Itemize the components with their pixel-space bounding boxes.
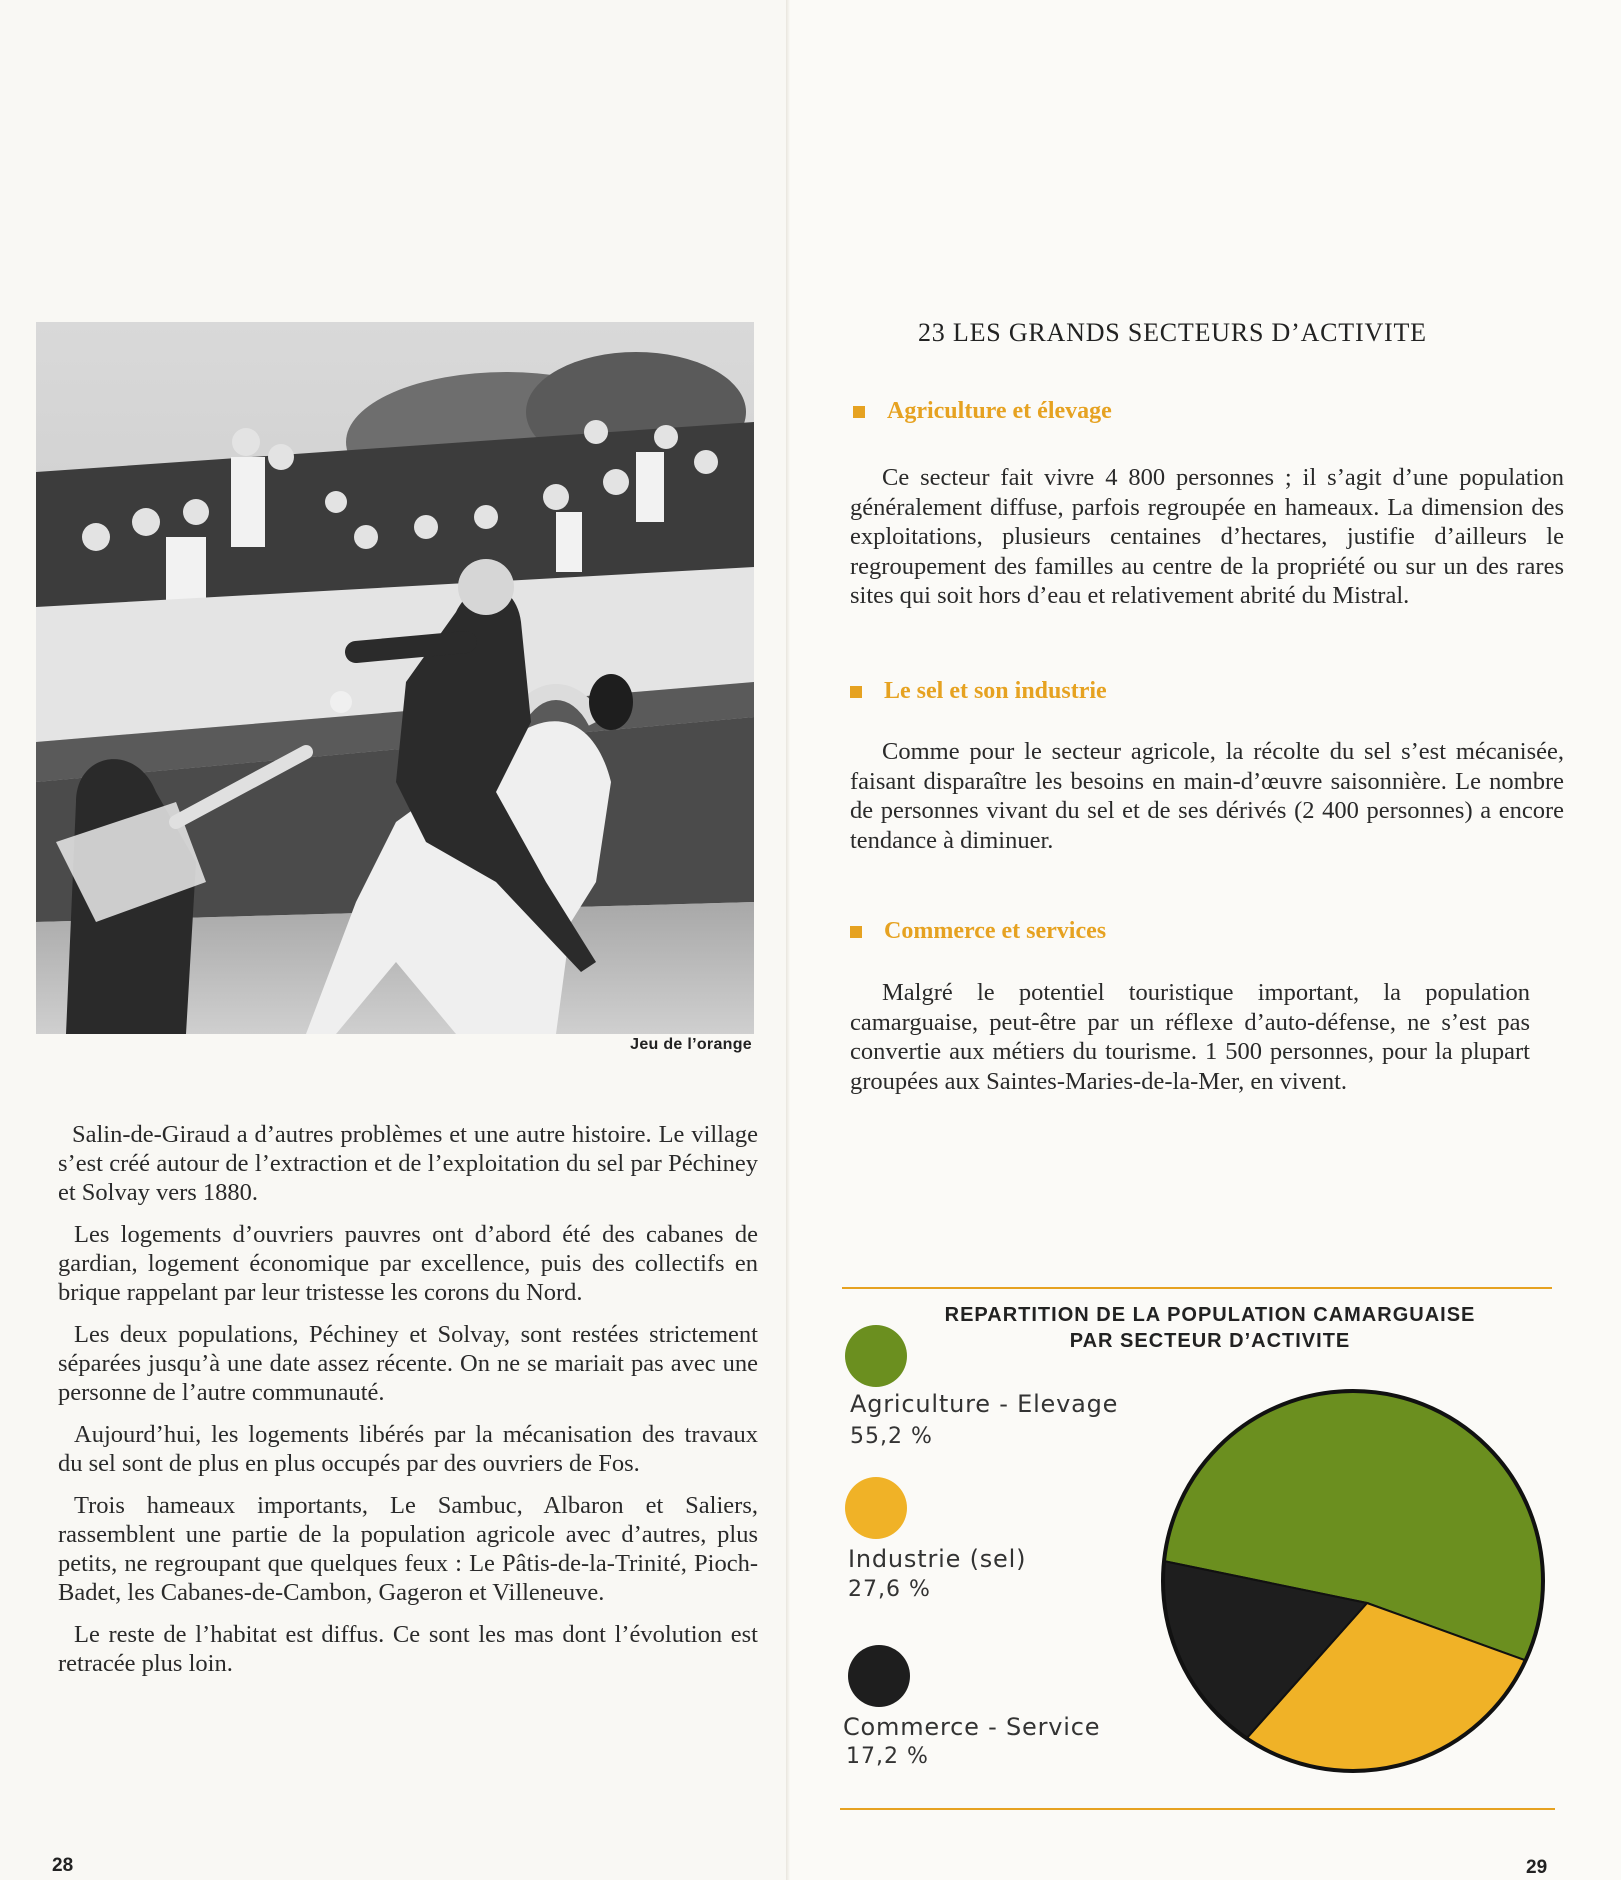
pie-chart (1157, 1385, 1549, 1777)
heading-sel (850, 678, 1107, 705)
page-number-right: 29 (1526, 1857, 1548, 1878)
section-title: 23 LES GRANDS SECTEURS D’ACTIVITE (918, 318, 1427, 347)
paragraph: Comme pour le secteur agricole, la récolte du sel s’est mécanisée, faisant disparaître les besoins en main-d’œuvre saisonnière. Le nombre de personnes vivant du sel et de ses dérivés (2 400 personnes) a encore tendance à diminuer. (850, 738, 1564, 854)
heading-agriculture (853, 398, 1112, 425)
legend-swatch-industrie (845, 1477, 907, 1539)
left-page (0, 0, 790, 1880)
heading-label: Commerce et services (884, 918, 1107, 944)
paragraph: Les logements d’ouvriers pauvres ont d’abord été des cabanes de gardian, logement économique par excellence, puis des collectifs en brique rappelant par leur tristesse les corons du Nord. (58, 1221, 758, 1306)
chart-title-line-2: PAR SECTEUR D’ACTIVITE (1069, 1330, 1351, 1352)
legend-swatch-agriculture (845, 1325, 907, 1387)
bullet-square-icon (850, 926, 862, 938)
legend-label-industrie: Industrie (sel) (848, 1545, 1027, 1573)
paragraph: Trois hameaux importants, Le Sambuc, Albaron et Saliers, rassemblent une partie de la population agricole avec d’autres, plus petits, ne regroupant que quelques feux : Le Pâtis-de-la-Trinité, Pioch-Badet, les Cabanes-de-Cambon, Gageron et Villeneuve. (58, 1492, 758, 1606)
paragraph: Les deux populations, Péchiney et Solvay, sont restées strictement séparées jusqu’à une date assez récente. On ne se mariait pas avec une personne de l’autre communauté. (58, 1321, 758, 1406)
legend-value-agriculture: 55,2 % (850, 1424, 933, 1449)
bullet-square-icon (850, 686, 862, 698)
heading-label: Le sel et son industrie (884, 678, 1107, 704)
paragraph: Aujourd’hui, les logements libérés par la mécanisation des travaux du sel sont de plus en plus occupés par des ouvriers de Fos. (58, 1421, 758, 1477)
paragraph: Le reste de l’habitat est diffus. Ce sont les mas dont l’évolution est retracée plus loin. (58, 1621, 758, 1677)
heading-label: Agriculture et élevage (887, 398, 1112, 424)
legend-value-industrie: 27,6 % (848, 1577, 931, 1602)
chart-title (880, 1302, 1540, 1354)
paragraph: Ce secteur fait vivre 4 800 personnes ; il s’agit d’une population généralement diffuse, parfois regroupée en hameaux. La dimension des exploitations, plusieurs centaines d’hectares, justifie d’ailleurs le regroupement des familles au centre de la propriété ou sur un des rares sites qui soit hors d’eau et relativement abrité du Mistral. (850, 464, 1564, 609)
photo-jeu-de-l-orange (36, 322, 754, 1034)
book-gutter (786, 0, 790, 1880)
legend-value-commerce: 17,2 % (846, 1744, 929, 1769)
legend-swatch-commerce (848, 1645, 910, 1707)
bullet-square-icon (853, 406, 865, 418)
photo-illustration (36, 322, 754, 1034)
text-sel (850, 737, 1564, 855)
chart-bottom-rule (840, 1808, 1555, 1810)
photo-caption: Jeu de l’orange (630, 1036, 752, 1053)
text-commerce (850, 978, 1530, 1096)
chart-top-rule (842, 1287, 1552, 1289)
heading-commerce (850, 918, 1106, 945)
left-body-text (58, 1120, 758, 1691)
paragraph: Malgré le potentiel touristique important, la population camarguaise, peut-être par un réflexe d’auto-défense, ne s’est pas convertie aux métiers du tourisme. 1 500 personnes, pour la plupart groupées aux Saintes-Maries-de-la-Mer, en vivent. (850, 979, 1530, 1095)
chart-title-line-1: REPARTITION DE LA POPULATION CAMARGUAISE (944, 1304, 1476, 1326)
paragraph: Salin-de-Giraud a d’autres problèmes et une autre histoire. Le village s’est créé autour de l’extraction et de l’exploitation du sel par Péchiney et Solvay vers 1880. (58, 1121, 758, 1206)
legend-label-commerce: Commerce - Service (843, 1713, 1101, 1741)
legend-label-agriculture: Agriculture - Elevage (850, 1390, 1119, 1418)
page-number-left: 28 (52, 1855, 74, 1876)
text-agriculture (850, 463, 1564, 611)
